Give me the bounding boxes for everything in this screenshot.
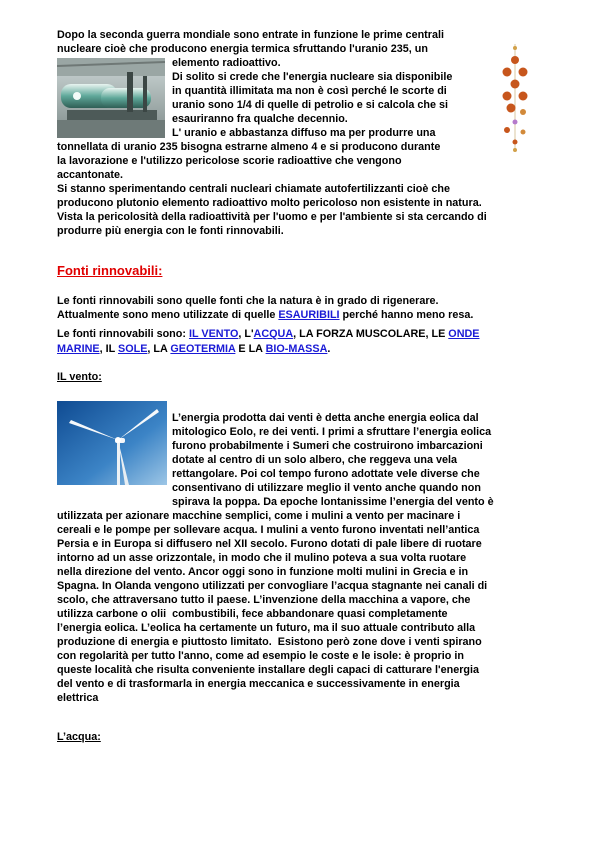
link-geotermia[interactable]: GEOTERMIA bbox=[170, 343, 236, 355]
vento-line: furono probabilmente i Sumeri che costruirono imbarcazioni bbox=[172, 440, 483, 452]
section-heading-vento: IL vento: bbox=[57, 371, 102, 383]
wind-turbine-image bbox=[57, 401, 167, 485]
vento-line: L’energia prodotta dai venti è detta anche energia eolica dal bbox=[172, 412, 479, 424]
vento-line: l’energia eolica. L’eolica ha certamente un futuro, ma il suo attuale contributo alla bbox=[57, 622, 476, 634]
link-acqua[interactable]: ACQUA bbox=[253, 328, 294, 340]
intro-line: uranio sono 1/4 di quelle di petrolio e si calcola che si bbox=[172, 99, 448, 111]
vento-line: utilizza carbone o olii combustibili, fece abbandonare quasi completamente bbox=[57, 608, 448, 620]
intro-line: tonnellata di uranio 235 bisogna estrarne almeno 4 e si producono durante bbox=[57, 141, 441, 153]
text-span: Le fonti rinnovabili sono: bbox=[57, 328, 189, 340]
vento-line: del vento e di trasformarla in energia meccanica e successivamente in energia bbox=[57, 678, 460, 690]
vento-line: intorno ad un asse orizzontale, in modo che il mulino poteva a sua volta ruotare bbox=[57, 552, 467, 564]
intro-line: nucleare cioè che producono energia termica sfruttando l'uranio 235, un bbox=[57, 43, 428, 55]
rinnovabili-line bbox=[57, 308, 473, 322]
intro-line: Si stanno sperimentando centrali nucleari chiamate autofertilizzanti cioè che bbox=[57, 183, 450, 195]
ornament-beads-image bbox=[496, 42, 534, 154]
intro-line: produrre più energia con le fonti rinnovabili. bbox=[57, 225, 284, 237]
vento-line: queste località che risulta conveniente installare degli capaci di catturare l'energia bbox=[57, 664, 480, 676]
link-sole[interactable]: SOLE bbox=[118, 343, 148, 355]
vento-line: produzione di energia e piuttosto limitato. Esistono però zone dove i venti spirano bbox=[57, 636, 482, 648]
vento-line: consentivano di utilizzare meglio il vento anche quando non bbox=[172, 482, 481, 494]
link-onde-marine-cont[interactable]: MARINE bbox=[57, 343, 100, 355]
rinnovabili-list-line bbox=[57, 327, 480, 341]
vento-line: con regolarità per tutto l'anno, come ad esempio le coste e le isole: è proprio in bbox=[57, 650, 464, 662]
intro-line: accantonate. bbox=[57, 169, 124, 181]
link-bio-massa[interactable]: BIO-MASSA bbox=[265, 343, 328, 355]
text-span: E LA bbox=[235, 343, 266, 355]
text-span: , IL bbox=[99, 343, 118, 355]
intro-line: la lavorazione e l'utilizzo pericolose scorie radioattive che vengono bbox=[57, 155, 402, 167]
intro-line: elemento radioattivo. bbox=[172, 57, 281, 69]
section-heading-acqua: L’acqua: bbox=[57, 731, 101, 743]
vento-line: mitologico Eolo, re dei venti. I primi a sfruttare l’energia eolica bbox=[172, 426, 492, 438]
vento-line: spirava la poppa. Da epoche lontanissime l’energia del vento è bbox=[172, 496, 494, 508]
vento-line: elettrica bbox=[57, 692, 99, 704]
intro-line: L' uranio e abbastanza diffuso ma per produrre una bbox=[172, 127, 436, 139]
intro-line: Dopo la seconda guerra mondiale sono entrate in funzione le prime centrali bbox=[57, 29, 444, 41]
text-span: . bbox=[327, 343, 331, 355]
vento-line: scolo, che attraversano tutto il paese. L’invenzione della macchina a vapore, che bbox=[57, 594, 471, 606]
vento-line: utilizzata per azionare macchine semplici, come i mulini a vento per macinare i bbox=[57, 510, 461, 522]
text-span: Attualmente sono meno utilizzate di quelle bbox=[57, 309, 279, 321]
link-vento[interactable]: IL VENTO bbox=[188, 328, 239, 340]
intro-line: producono plutonio elemento radioattivo molto pericoloso non esistente in natura. bbox=[57, 197, 482, 209]
vento-line: rettangolare. Poi col tempo furono adottate vele diverse che bbox=[172, 468, 480, 480]
vento-line: Persia e in Europa si diffusero nel XII secolo. Furono dotati di pale libere di ruotare bbox=[57, 538, 482, 550]
text-span: , L' bbox=[238, 328, 254, 340]
rinnovabili-list-line bbox=[57, 342, 330, 356]
link-onde-marine[interactable]: ONDE bbox=[448, 328, 480, 340]
vento-line: nella direzione del vento. Ancor oggi sono in funzione molti mulini in Grecia e in bbox=[57, 566, 469, 578]
text-span: , LA FORZA MUSCOLARE, LE bbox=[293, 328, 449, 340]
section-heading-rinnovabili: Fonti rinnovabili: bbox=[57, 263, 163, 278]
vento-line: dotate al centro di un solo albero, che reggeva una vela bbox=[172, 454, 457, 466]
vento-line: cereali e le pompe per sollevare acqua. I mulini a vento furono inventati nell’antica bbox=[57, 524, 480, 536]
text-span: perché hanno meno resa. bbox=[339, 309, 474, 321]
intro-line: esauriranno fra qualche decennio. bbox=[172, 113, 348, 125]
vento-line: Spagna. In Olanda vengono utilizzati per convogliare l’acqua stagnante nei canali di bbox=[57, 580, 488, 592]
intro-line: Vista la pericolosità della radioattività per l'uomo e per l'ambiente si sta cercando di bbox=[57, 211, 487, 223]
nuclear-plant-image bbox=[57, 58, 165, 138]
intro-line: in quantità illimitata ma non è così perché le scorte di bbox=[172, 85, 447, 97]
rinnovabili-line: Le fonti rinnovabili sono quelle fonti che la natura è in grado di rigenerare. bbox=[57, 295, 439, 307]
link-esauribili[interactable]: ESAURIBILI bbox=[278, 309, 340, 321]
intro-line: Di solito si crede che l'energia nucleare sia disponibile bbox=[172, 71, 453, 83]
text-span: , LA bbox=[147, 343, 171, 355]
